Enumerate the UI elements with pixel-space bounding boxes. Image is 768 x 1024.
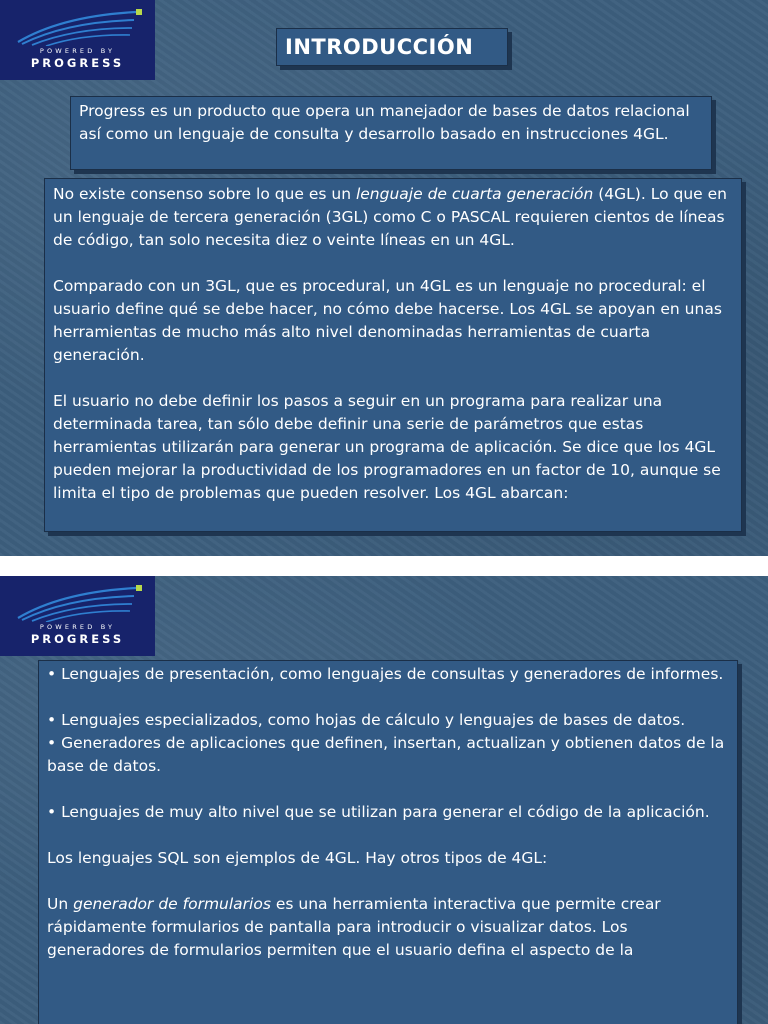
- slide-title: INTRODUCCIÓN: [285, 35, 474, 59]
- logo-powered-by: POWERED BY: [39, 623, 116, 631]
- form-generator-emphasis: generador de formularios: [73, 895, 271, 913]
- intro-box: [70, 96, 712, 170]
- paragraph-1-post: (4GL). Lo que en un lenguaje de tercera generación (3GL) como C o PASCAL requieren cientos de líneas de código, tan solo necesita diez o veinte líneas en un 4GL.: [53, 185, 727, 249]
- progress-logo: [0, 576, 155, 656]
- swoosh-lines-icon: [12, 6, 144, 46]
- bullet-high-level: • Lenguajes de muy alto nivel que se utilizan para generar el código de la aplicación.: [47, 803, 710, 821]
- logo-powered-by: POWERED BY: [39, 47, 116, 55]
- bullet-app-generators: • Generadores de aplicaciones que definen, insertan, actualizan y obtienen datos de la base de datos.: [47, 734, 725, 775]
- paragraph-sql: Los lenguajes SQL son ejemplos de 4GL. Hay otros tipos de 4GL:: [47, 849, 548, 867]
- paragraph-3: El usuario no debe definir los pasos a seguir en un programa para realizar una determinada tarea, tan sólo debe definir una serie de parámetros que estas herramientas utilizarán para generar un programa de aplicación. Se dice que los 4GL pueden mejorar la productividad de los programadores en un factor de 10, aunque se limita el tipo de problemas que pueden resolver. Los 4GL abarcan:: [53, 392, 721, 502]
- intro-text: Progress es un producto que opera un manejador de bases de datos relacional así como un lenguaje de consulta y desarrollo basado en instrucciones 4GL.: [79, 102, 690, 143]
- paragraph-1-pre: No existe consenso sobre lo que es un: [53, 185, 356, 203]
- logo-brand: PROGRESS: [30, 56, 125, 70]
- bullets-box: [38, 660, 738, 1024]
- logo-brand: PROGRESS: [30, 632, 125, 646]
- slide-title-box: [276, 28, 508, 66]
- paragraph-1-emphasis: lenguaje de cuarta generación: [355, 185, 594, 203]
- paragraph-form-generator: [47, 893, 729, 962]
- bullet-presentation: • Lenguajes de presentación, como lenguajes de consultas y generadores de informes.: [47, 665, 724, 683]
- slide-separator: [0, 556, 768, 576]
- bullet-specialized: • Lenguajes especializados, como hojas de cálculo y lenguajes de bases de datos.: [47, 711, 686, 729]
- paragraph-1: [53, 183, 733, 252]
- form-generator-pre: Un: [47, 895, 74, 913]
- slide-2: [0, 576, 768, 1024]
- progress-logo: [0, 0, 155, 80]
- description-box: [44, 178, 742, 532]
- form-generator-post: es una herramienta interactiva que permite crear rápidamente formularios de pantalla para introducir o visualizar datos. Los generadores de formularios permiten que el usuario defina el aspecto de la: [47, 895, 661, 959]
- paragraph-2: Comparado con un 3GL, que es procedural, un 4GL es un lenguaje no procedural: el usuario define qué se debe hacer, no cómo debe hacerse. Los 4GL se apoyan en unas herramientas de mucho más alto nivel denominadas herramientas de cuarta generación.: [53, 277, 722, 364]
- swoosh-lines-icon: [12, 582, 144, 622]
